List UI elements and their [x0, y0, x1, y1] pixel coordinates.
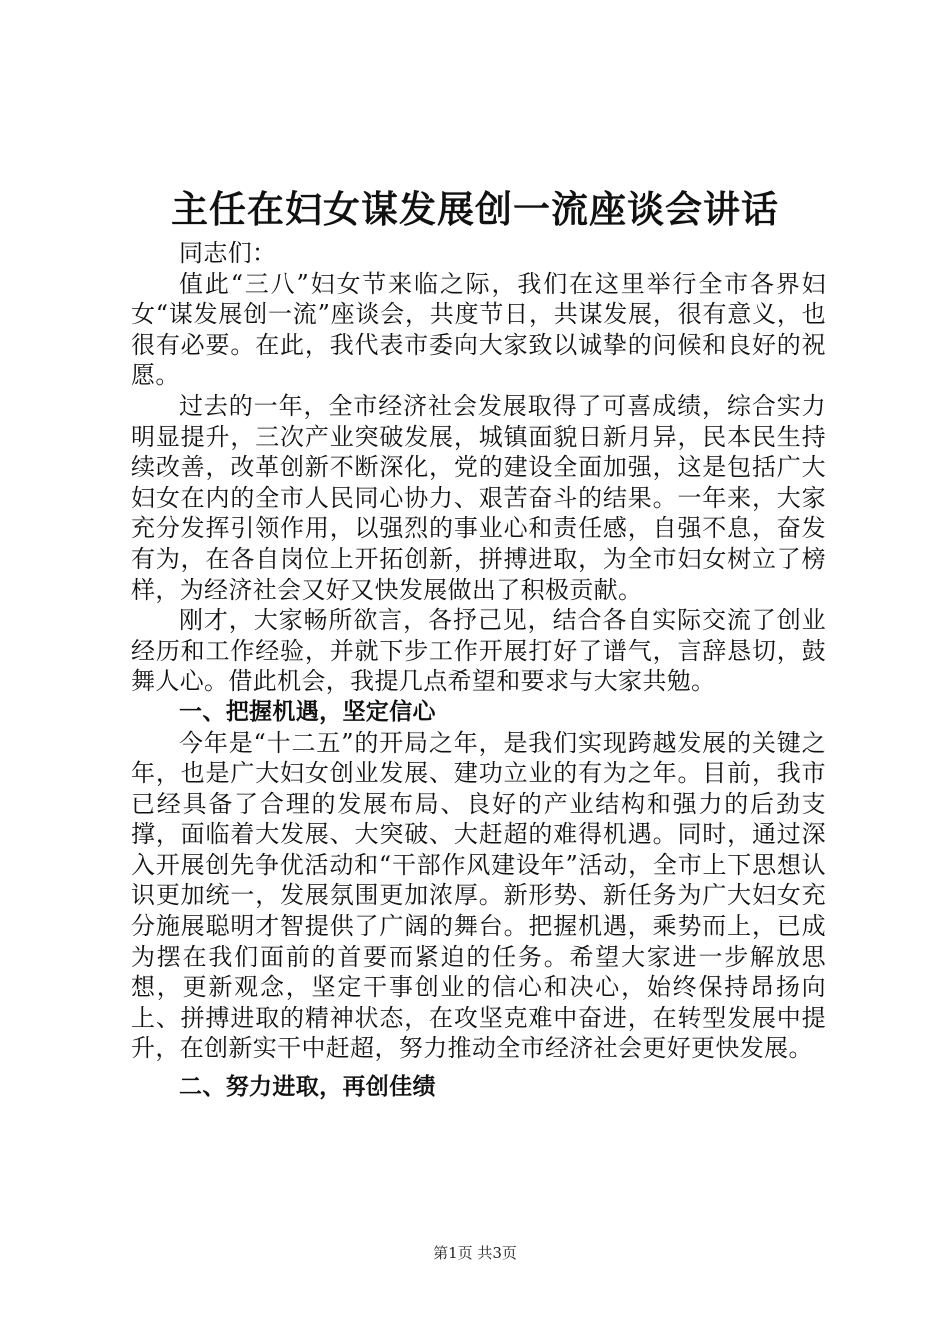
section-heading: 一、把握机遇，坚定信心 — [179, 698, 436, 725]
body-paragraph: 刚才，大家畅所欲言，各抒己见，结合各自实际交流了创业经历和工作经验，并就下步工作开展打好了谱气，言辞恳切，鼓舞人心。借此机会，我提几点希望和要求与大家共勉。 — [131, 606, 826, 696]
section-heading: 二、努力进取，再创佳绩 — [179, 1074, 436, 1101]
body-paragraph: 值此“三八”妇女节来临之际，我们在这里举行全市各界妇女“谋发展创一流”座谈会，共度节日，共谋发展，很有意义，也很有必要。在此，我代表市委向大家致以诚挚的问候和良好的祝愿。 — [131, 269, 826, 390]
document-body — [131, 238, 826, 1104]
body-paragraph: 今年是“十二五”的开局之年，是我们实现跨越发展的关键之年，也是广大妇女创业发展、建功立业的有为之年。目前，我市已经具备了合理的发展布局、良好的产业结构和强力的后劲支撑，面临着大发展、大突破、大赶超的难得机遇。同时，通过深入开展创先争优活动和“干部作风建设年”活动，全市上下思想认识更加统一，发展氛围更加浓厚。新形势、新任务为广大妇女充分施展聪明才智提供了广阔的舞台。把握机遇，乘势而上，已成为摆在我们面前的首要而紧迫的任务。希望大家进一步解放思想，更新观念，坚定干事创业的信心和决心，始终保持昂扬向上、拼搏进取的精神状态，在攻坚克难中奋进，在转型发展中提升，在创新实干中赶超，努力推动全市经济社会更好更快发展。 — [131, 728, 826, 1063]
document-title: 主任在妇女谋发展创一流座谈会讲话 — [171, 187, 779, 231]
page-number-footer: 第1页 共3页 — [433, 1244, 517, 1262]
body-paragraph: 过去的一年，全市经济社会发展取得了可喜成绩，综合实力明显提升，三次产业突破发展，城镇面貌日新月异，民本民生持续改善，改革创新不断深化，党的建设全面加强，这是包括广大妇女在内的全市人民同心协力、艰苦奋斗的结果。一年来，大家充分发挥引领作用，以强烈的事业心和责任感，自强不息，奋发有为，在各自岗位上开拓创新，拼搏进取，为全市妇女树立了榜样，为经济社会又好又快发展做出了积极贡献。 — [131, 391, 826, 604]
salutation-paragraph: 同志们： — [179, 239, 277, 267]
